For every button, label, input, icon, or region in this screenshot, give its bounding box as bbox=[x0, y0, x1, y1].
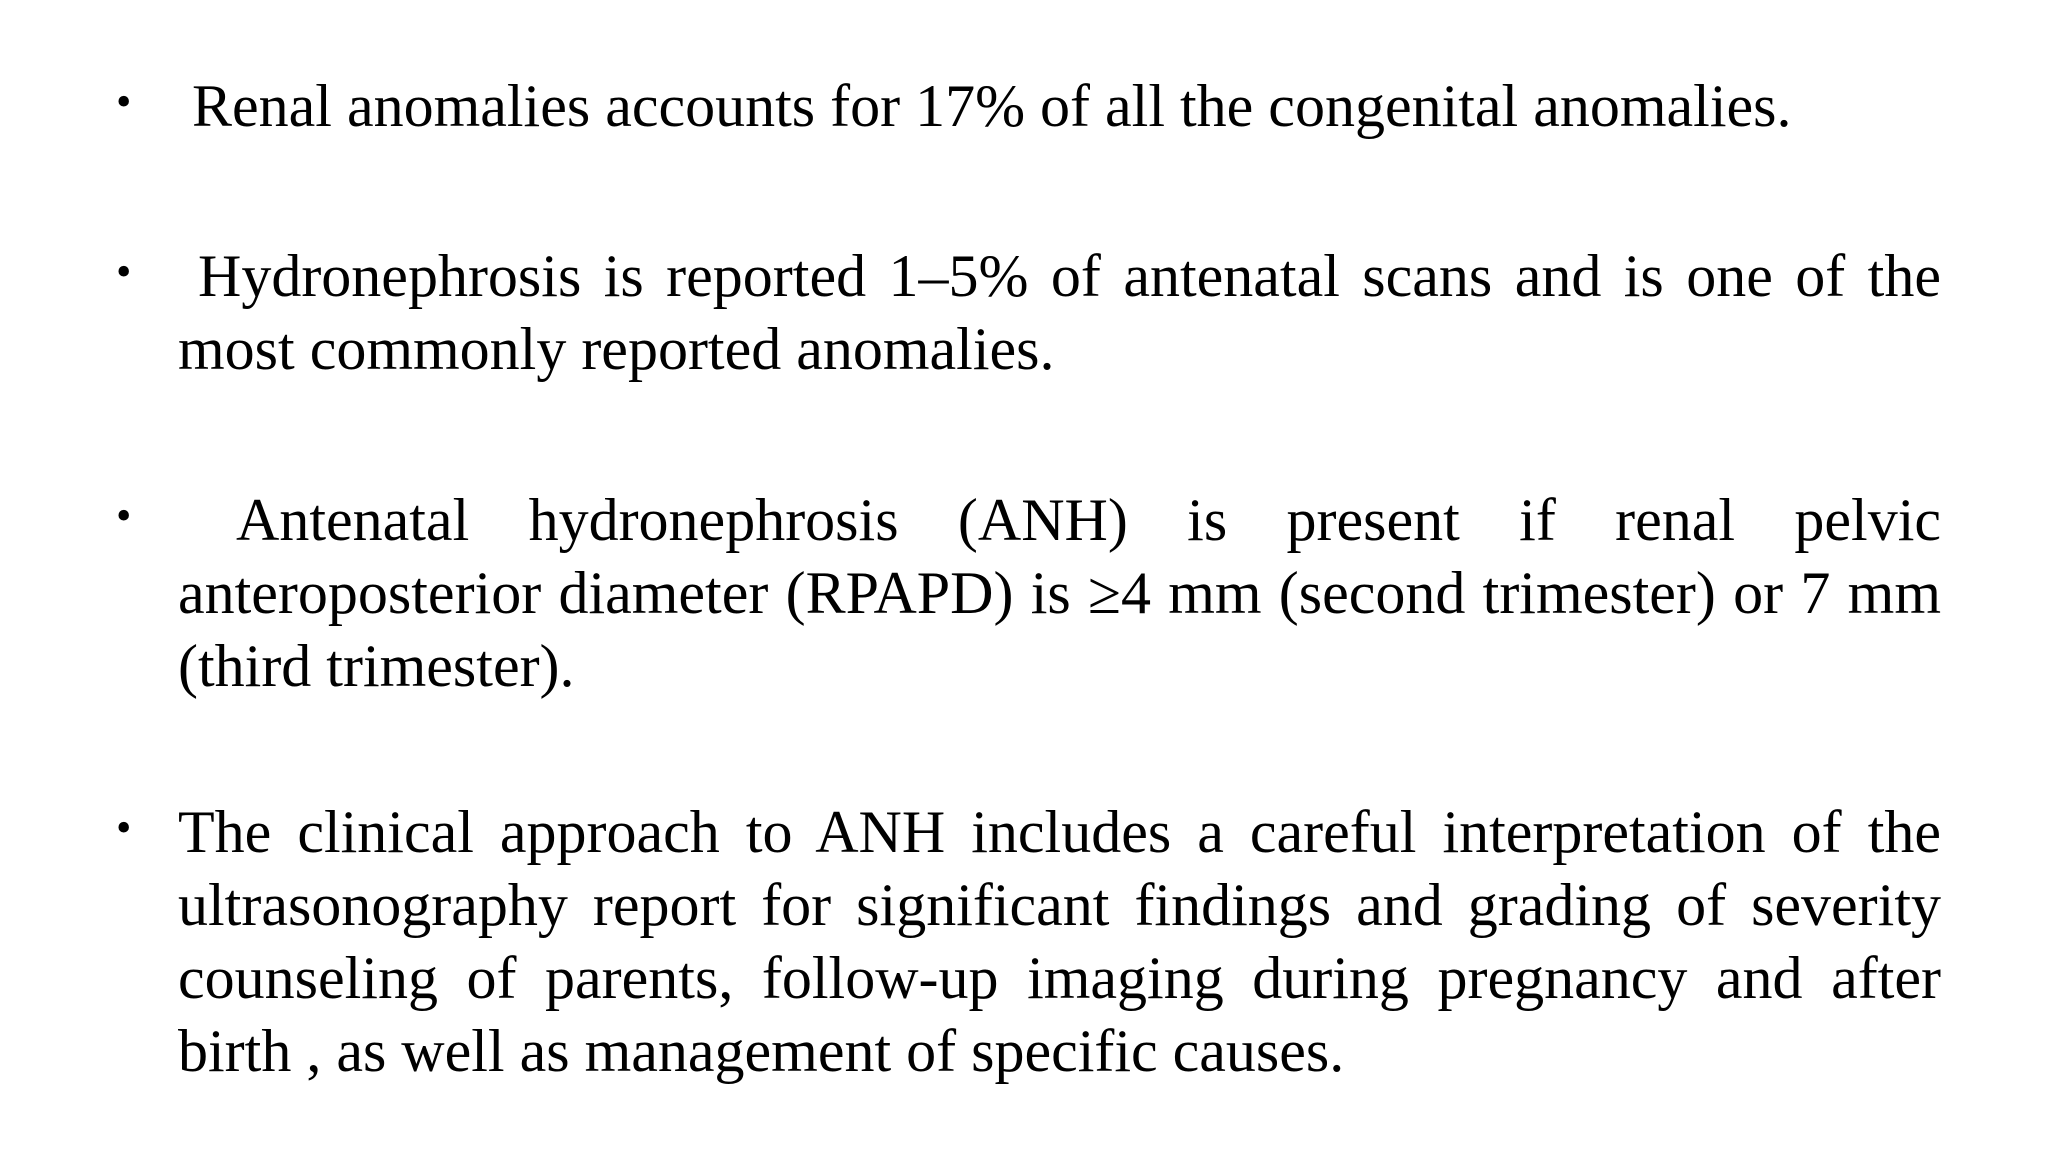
bullet-text: Renal anomalies accounts for 17% of all the congenital anomalies. bbox=[192, 73, 1792, 139]
bullet-text: Hydronephrosis is reported 1–5% of antenatal scans and is one of the most commonly reported anomalies. bbox=[178, 243, 1941, 382]
bullet-marker-icon: • bbox=[116, 491, 132, 540]
bullet-marker-icon: • bbox=[116, 803, 132, 852]
bullet-text: Antenatal hydronephrosis (ANH) is present if renal pelvic anteroposterior diameter (RPAPD) is ≥4 mm (second trimester) or 7 mm (third trimester). bbox=[178, 487, 1941, 699]
bullet-marker-icon: • bbox=[116, 247, 132, 296]
bullet-text: The clinical approach to ANH includes a careful interpretation of the ultrasonography report for significant findings and grading of severity counseling of parents, follow-up imaging during pregnancy and after birth , as well as management of specific causes. bbox=[178, 799, 1941, 1084]
bullet-marker-icon: • bbox=[116, 77, 132, 126]
